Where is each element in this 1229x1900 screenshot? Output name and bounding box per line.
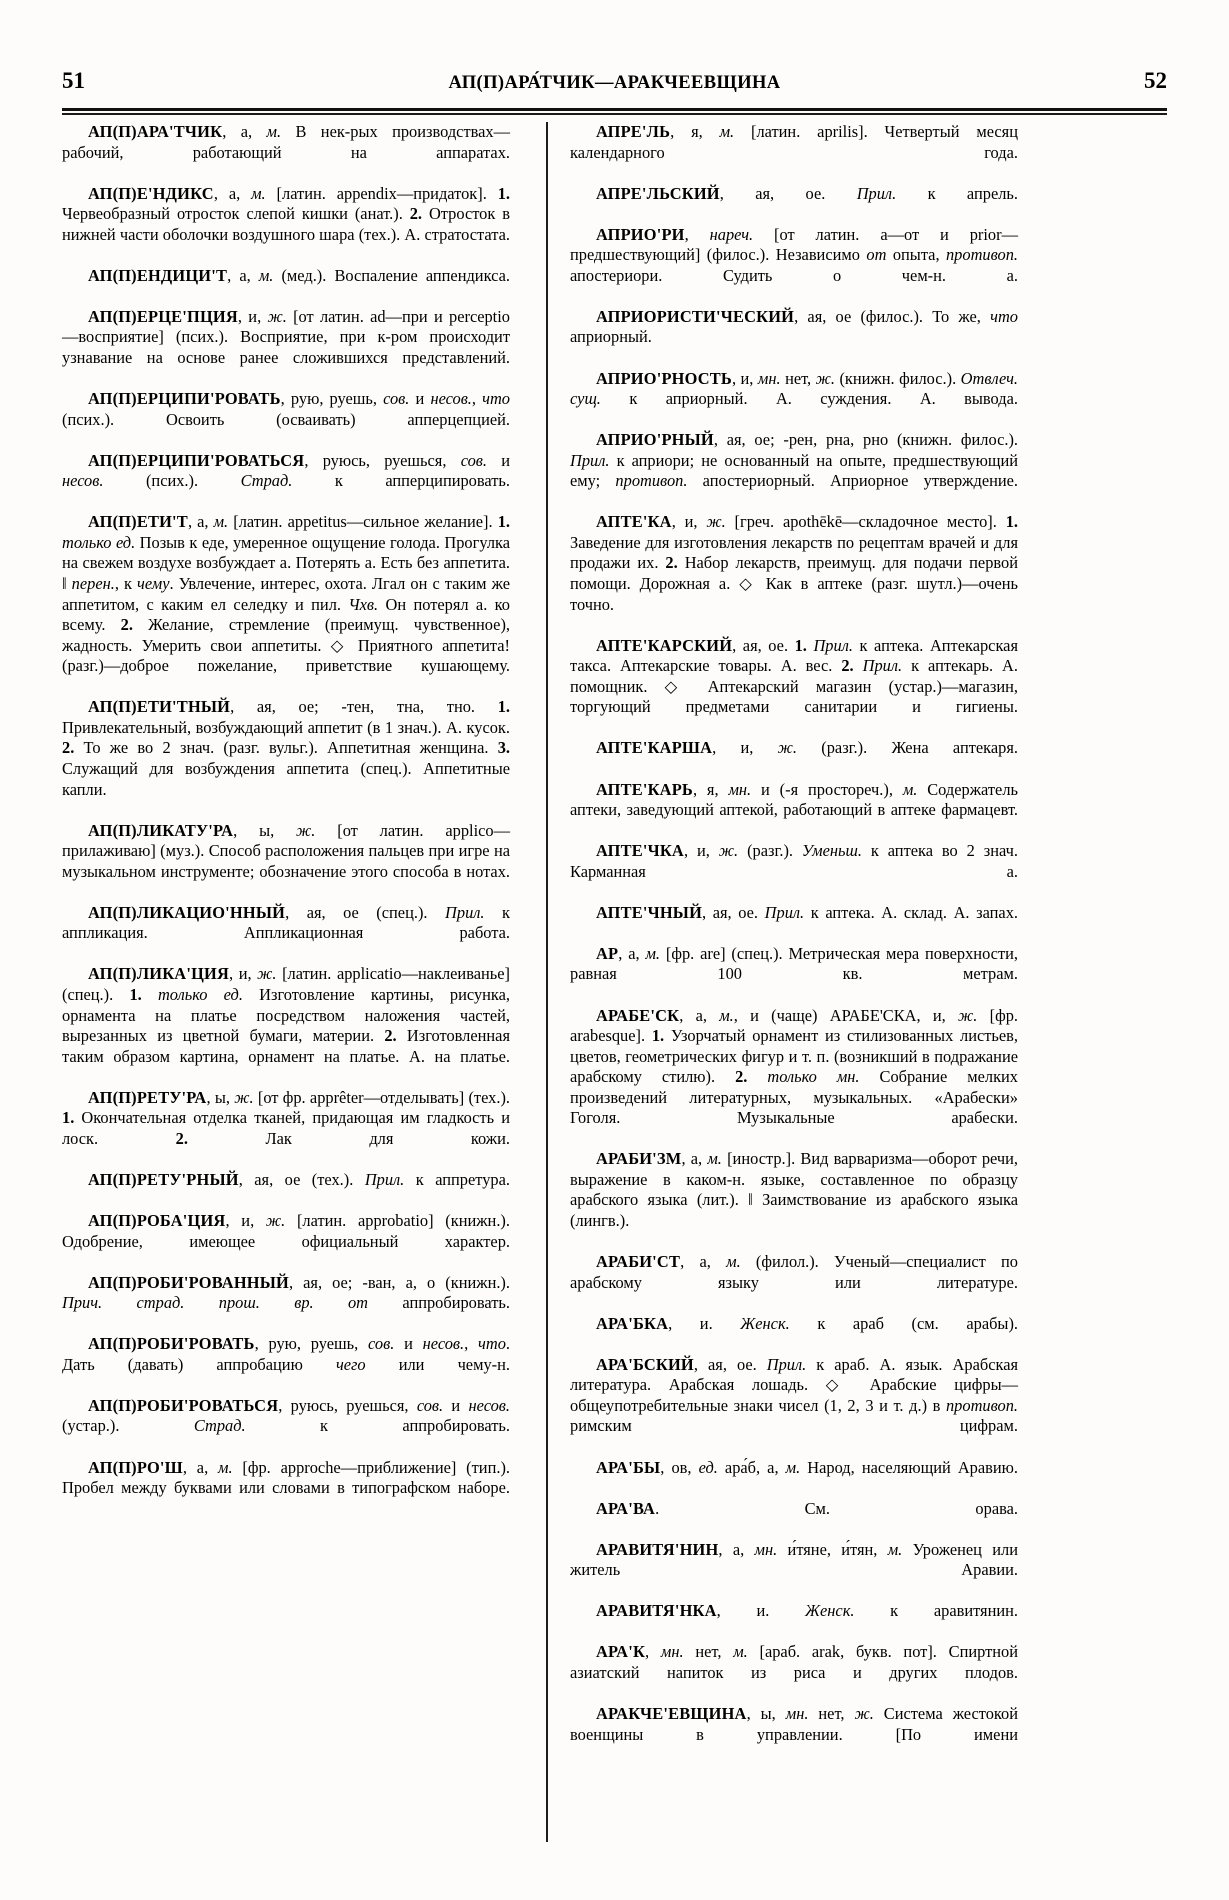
entry-definition: , я, мн. и (-я простореч.), м. Содержатель аптеки, заведующий аптекой, работающий в аптеке фармацевт. [570, 779, 1018, 820]
dictionary-entry [62, 903, 510, 965]
dictionary-entry [570, 1704, 1018, 1766]
entry-definition: , и, ж. [латин. applicatio—наклеиванье] (спец.). 1. только ед. Изготовление картины, рисунка, орнамента на платье посредством наложения частей, вырезанных из цветной бумаги, материи. 2. Изготовленная таким образом картина, орнамент на платье. А. на платье. [62, 964, 511, 1066]
dictionary-entry [570, 1499, 1018, 1540]
entry-headword: АРА'К [596, 1642, 646, 1662]
entry-headword: АРА'БСКИЙ [596, 1354, 694, 1374]
entry-definition: , рую, руешь, сов. и несов., что. Дать (давать) аппробацию чего или чему-н. [62, 1334, 511, 1374]
header-rule [62, 108, 1167, 115]
dictionary-entry [570, 225, 1018, 307]
entry-definition: , и. Женск. к араб (см. арабы). [668, 1313, 1018, 1333]
dictionary-entry [570, 1540, 1018, 1602]
dictionary-entry [570, 512, 1018, 635]
entry-headword: АРАБЕ'СК [596, 1005, 680, 1025]
entry-headword: АП(П)ЕТИ'ТНЫЙ [88, 697, 231, 717]
entry-definition: , и, ж. (разг.). Уменьш. к аптека во 2 знач. Карманная а. [570, 841, 1019, 881]
column-divider [546, 122, 548, 1842]
dictionary-entry [62, 1088, 510, 1170]
entry-headword: АП(П)РЕТУ'РНЫЙ [88, 1169, 239, 1189]
entry-definition: , а, м., и (чаще) АРАБЕ'СКА, и, ж. [фр. arabesque]. 1. Узорчатый орнамент из стилизованных листьев, цветов, геометрических фигур и т. п. (возникший в подражание арабскому стилю). 2. только мн. Собрание мелких произведений литературных, музыкальных. «Арабески» Гоголя. Музыкальные арабески. [570, 1005, 1018, 1128]
entry-headword: АП(П)РЕТУ'РА [88, 1087, 207, 1107]
dictionary-entry [62, 821, 510, 903]
entry-definition: , ая, ое. Прил. к апрель. [719, 183, 1018, 203]
entry-headword: АПТЕ'ЧКА [596, 841, 684, 861]
dictionary-entry [570, 738, 1018, 779]
dictionary-entry [570, 903, 1018, 944]
dictionary-entry [570, 307, 1018, 369]
entry-definition: , и, ж. [от латин. ad—при и perceptio—восприятие] (псих.). Восприятие, при к-ром происходит узнавание на основе ранее сложившихся представлений. [62, 306, 510, 368]
entry-headword: АП(П)ЕТИ'Т [88, 512, 188, 532]
dictionary-entry [62, 964, 510, 1087]
entry-definition: , а, мн. и́тяне, и́тян, м. Уроженец или житель Аравии. [570, 1539, 1018, 1580]
entry-definition: , ая, ое. Прил. к аптека. А. склад. А. запах. [702, 902, 1019, 922]
dictionary-entry [62, 1396, 510, 1458]
entry-headword: АП(П)ЛИКАТУ'РА [88, 820, 234, 840]
entry-definition: , а, м. [иностр.]. Вид варваризма—оборот речи, выражение в каком-н. языке, составленное по образцу арабского языка (лит.). ‖ Заимствование из арабского языка (лингв.). [570, 1149, 1018, 1230]
entry-headword: АПТЕ'КА [596, 512, 672, 532]
dictionary-entry [570, 636, 1018, 739]
entry-headword: АПРИО'РНОСТЬ [596, 368, 732, 388]
entry-definition: , ая, ое. 1. Прил. к аптека. Аптекарская такса. Аптекарские товары. А. вес. 2. Прил. к аптекарь. А. помощник. ◇ Аптекарский магазин (устар.)—магазин, торгующий предметами санитарии и гигиены. [570, 635, 1018, 717]
entry-definition: , и. Женск. к аравитянин. [716, 1601, 1018, 1621]
entry-headword: АП(П)РОБИ'РОВАННЫЙ [88, 1272, 289, 1292]
dictionary-entry [570, 780, 1018, 842]
dictionary-entry [570, 430, 1018, 512]
columns-container [62, 122, 1170, 1862]
entry-definition: , ая, ое (спец.). Прил. к аппликация. Аппликационная работа. [62, 902, 510, 943]
entry-headword: АП(П)ЕРЦИПИ'РОВАТЬ [88, 389, 281, 409]
entry-definition: , ы, мн. нет, ж. Система жестокой военщины в управлении. [По имени [570, 1704, 1019, 1744]
entry-definition: , ая, ое (филос.). То же, что априорный. [570, 306, 1018, 347]
entry-definition: , а, м. В нек-рых производствах—рабочий, работающий на аппаратах. [62, 122, 510, 162]
entry-definition: , ов, ед. ара́б, а, м. Народ, населяющий Аравию. [660, 1457, 1018, 1477]
dictionary-entry [570, 1006, 1018, 1150]
entry-headword: АП(П)ЕРЦИПИ'РОВАТЬСЯ [88, 450, 305, 470]
entry-definition: , ая, ое (тех.). Прил. к аппретура. [238, 1169, 510, 1189]
dictionary-entry [570, 1314, 1018, 1355]
entry-definition: . См. орава. [655, 1498, 1018, 1518]
entry-headword: АРАВИТЯ'НИН [596, 1539, 719, 1559]
dictionary-entry [62, 1458, 510, 1520]
entry-definition: , и, ж. [латин. approbatio] (книжн.). Одобрение, имеющее официальный характер. [62, 1210, 510, 1251]
entry-headword: АРА'БЫ [596, 1457, 661, 1477]
entry-definition: , ая, ое; -рен, рна, рно (книжн. филос.). Прил. к априори; не основанный на опыте, предшествующий ему; противоп. апостериорный. Априорное утверждение. [570, 430, 1019, 491]
entry-definition: , я, м. [латин. aprilis]. Четвертый месяц календарного года. [570, 122, 1018, 162]
entry-headword: АПРЕ'ЛЬ [596, 122, 671, 141]
entry-definition: , руюсь, руешься, сов. и несов. (устар.). Страд. к аппробировать. [62, 1395, 510, 1436]
entry-definition: , ая, ое; -ван, а, о (книжн.). Прич. страд. прош. вр. от аппробировать. [62, 1272, 510, 1313]
page-header [62, 68, 1167, 100]
dictionary-entry [570, 1458, 1018, 1499]
dictionary-entry [62, 512, 510, 697]
entry-definition: , руюсь, руешься, сов. и несов. (псих.). Страд. к апперципировать. [62, 450, 511, 491]
entry-headword: АПРИО'РИ [596, 224, 685, 244]
dictionary-entry [570, 1355, 1018, 1458]
dictionary-entry [62, 389, 510, 451]
entry-definition: , ая, ое; -тен, тна, тно. 1. Привлекательный, возбуждающий аппетит (в 1 знач.). А. кусок. 2. То же во 2 знач. (разг. вульг.). Аппетитная женщина. 3. Служащий для возбуждения аппетита (спец.). Аппетитные капли. [62, 697, 510, 799]
entry-definition: , а, м. [фр. approche—приближение] (тип.). Пробел между буквами или словами в типографском наборе. [62, 1457, 510, 1498]
entry-definition: , и, ж. [греч. apothēkē—складочное место]. 1. Заведение для изготовления лекарств по рецептам врачей и для продажи их. 2. Набор лекарств, преимущ. для подачи первой помощи. Дорожная а. ◇ Как в аптеке (разг. шутл.)—очень точно. [570, 512, 1018, 614]
entry-headword: АПРИОРИСТИ'ЧЕСКИЙ [596, 306, 795, 326]
entry-headword: АРА'БКА [596, 1313, 669, 1333]
entry-definition: , а, м. [латин. appetitus—сильное желание]. 1. только ед. Позыв к еде, умеренное ощущение голода. Прогулка на свежем воздухе возбуждает а. Потерять а. Есть без аппетита. ‖ перен., к чему. Увлечение, интерес, охота. Лгал он с таким же аппетитом, с каким ел селедку и пил. Чхв. Он потерял а. ко всему. 2. Желание, стремление (преимущ. чувственное), жадность. Умерить свои аппетиты. ◇ Приятного аппетита! (разг.)—доброе пожелание, приветствие кушающему. [62, 512, 511, 676]
entry-headword: АП(П)РОБИ'РОВАТЬ [88, 1334, 255, 1354]
dictionary-entry [62, 1334, 510, 1396]
dictionary-entry [570, 841, 1018, 903]
dictionary-entry [570, 1601, 1018, 1642]
entry-headword: АПРИО'РНЫЙ [596, 430, 714, 450]
dictionary-entry [62, 1170, 510, 1211]
entry-definition: , ы, ж. [от фр. apprêter—отделывать] (тех.). 1. Окончательная отделка тканей, придающая им гладкость и лоск. 2. Лак для кожи. [62, 1087, 511, 1148]
entry-headword: АРАВИТЯ'НКА [596, 1601, 717, 1621]
dictionary-entry [62, 266, 510, 307]
entry-headword: АПТЕ'КАРСКИЙ [596, 635, 733, 655]
entry-headword: АП(П)АРА'ТЧИК [88, 122, 223, 141]
dictionary-entry [570, 122, 1018, 184]
entry-definition: , а, м. [фр. are] (спец.). Метрическая мера поверхности, равная 100 кв. метрам. [570, 943, 1018, 984]
dictionary-entry [570, 184, 1018, 225]
dictionary-entry [570, 1149, 1018, 1252]
entry-definition: , ая, ое. Прил. к араб. А. язык. Арабская литература. Арабская лошадь. ◇ Арабские цифры—общеупотребительные знаки чисел (1, 2, 3 и т. д.) в противоп. римским цифрам. [570, 1354, 1019, 1436]
entry-headword: АП(П)ЕРЦЕ'ПЦИЯ [88, 306, 238, 326]
entry-headword: АПТЕ'ЧНЫЙ [596, 902, 703, 922]
entry-definition: , нареч. [от латин. а—от и prior—предшествующий] (филос.). Независимо от опыта, противоп. апостериори. Судить о чем-н. а. [570, 224, 1018, 285]
folio-left: 51 [62, 68, 85, 93]
entry-headword: АП(П)ЕНДИЦИ'Т [88, 265, 228, 285]
entry-definition: , рую, руешь, сов. и несов., что (псих.). Освоить (осваивать) апперцепцией. [62, 389, 510, 429]
entry-headword: АПТЕ'КАРЬ [596, 779, 693, 799]
entry-headword: АРАБИ'ЗМ [596, 1149, 682, 1169]
entry-headword: АП(П)ЛИКАЦИО'ННЫЙ [88, 902, 286, 922]
entry-headword: АП(П)Е'НДИКС [88, 183, 214, 203]
dictionary-entry [62, 122, 510, 184]
dictionary-entry [62, 697, 510, 820]
entry-headword: АП(П)ЛИКА'ЦИЯ [88, 964, 230, 984]
entry-headword: АП(П)РОБА'ЦИЯ [88, 1210, 226, 1230]
entry-definition: , мн. нет, м. [араб. arak, букв. пот]. Спиртной азиатский напиток из риса и других плодов. [570, 1642, 1018, 1683]
dictionary-entry [62, 307, 510, 389]
entry-definition: , и, ж. (разг.). Жена аптекаря. [712, 738, 1018, 758]
dictionary-entry [570, 369, 1018, 431]
header-rule-thin [62, 113, 1167, 115]
dictionary-entry [62, 184, 510, 266]
running-head: АП(П)АРА́ТЧИК—АРАКЧЕЕВЩИНА [448, 73, 781, 93]
entry-definition: , а, м. (филол.). Ученый—специалист по арабскому языку или литературе. [570, 1252, 1019, 1292]
entry-headword: АП(П)РО'Ш [88, 1457, 183, 1477]
entry-headword: АПТЕ'КАРША [596, 738, 713, 758]
dictionary-entry [62, 1273, 510, 1335]
folio-right: 52 [1144, 68, 1167, 93]
entry-definition: , а, м. [латин. appendix—придаток]. 1. Червеобразный отросток слепой кишки (анат.). 2. Отросток в нижней части оболочки воздушного шара (тех.). А. стратостата. [62, 183, 510, 244]
entry-definition: , а, м. (мед.). Воспаление аппендикса. [227, 265, 510, 285]
entry-headword: АРАБИ'СТ [596, 1252, 681, 1272]
entry-headword: АПРЕ'ЛЬСКИЙ [596, 183, 720, 203]
column-right [570, 122, 1018, 1862]
entry-headword: АП(П)РОБИ'РОВАТЬСЯ [88, 1395, 279, 1415]
dictionary-entry [62, 451, 510, 513]
entry-definition: , ы, ж. [от латин. applico—прилаживаю] (муз.). Способ расположения пальцев при игре на музыкальном инструменте; обозначение этого способа в нотах. [62, 820, 510, 881]
dictionary-entry [570, 1642, 1018, 1704]
entry-headword: АРАКЧЕ'ЕВЩИНА [596, 1704, 747, 1724]
dictionary-entry [570, 944, 1018, 1006]
column-left [62, 122, 524, 1862]
dictionary-entry [62, 1211, 510, 1273]
entry-headword: АР [596, 943, 619, 963]
dictionary-entry [570, 1252, 1018, 1314]
entry-headword: АРА'ВА [596, 1498, 656, 1518]
entry-definition: , и, мн. нет, ж. (книжн. филос.). Отвлеч. сущ. к априорный. А. суждения. А. вывода. [570, 368, 1018, 409]
